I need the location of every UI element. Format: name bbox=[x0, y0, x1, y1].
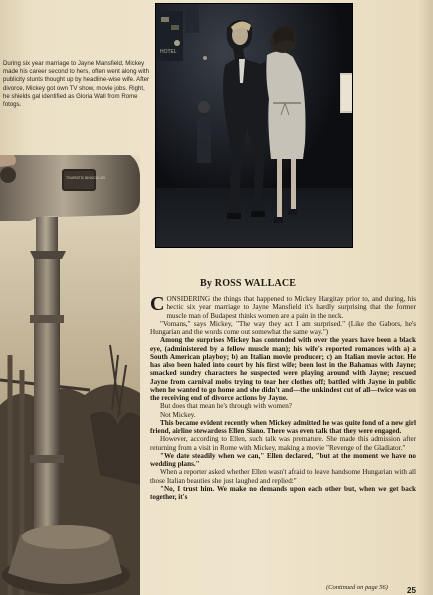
photo-couple-illustration bbox=[155, 3, 353, 248]
article-body bbox=[150, 295, 416, 501]
paragraph-1: CONSIDERING the things that happened to Mickey Hargitay prior to, and during, his hectic six year marriage to Jayne Mansfield it's hardly surprising that the former muscle man of Budapest thinks women are a pain in the neck. bbox=[150, 293, 416, 320]
paragraph-4: But does that mean he's through with women? bbox=[160, 402, 292, 411]
binocular-plate-text: TOURISTIC BINOCULAR bbox=[66, 176, 105, 180]
page-edge-shadow bbox=[418, 0, 433, 595]
page-number: 25 bbox=[407, 586, 416, 595]
paragraph-10: "No, I trust him. We make no demands upon each other but, when we get back together, it's bbox=[150, 484, 416, 501]
paragraph-9: When a reporter asked whether Ellen wasn't afraid to leave handsome Hungarian with all those Italian beauties she just laughed and replied:" bbox=[150, 468, 416, 485]
photo-couple-night bbox=[155, 3, 353, 248]
photo-binocular bbox=[0, 155, 140, 595]
paragraph-6: This became evident recently when Mickey admitted he was quite fond of a new girl friend, airline stewardess Ellen Siano. There was even talk that they were engaged. bbox=[150, 418, 416, 435]
paragraph-2: "Vomans," says Mickey, "The way they act I am surprised." (Like the Gabors, he's Hungarian and the words come out somewhat the same way.") bbox=[150, 319, 416, 336]
hotel-sign-text: HOTEL bbox=[160, 49, 177, 55]
paragraph-3: Among the surprises Mickey has contended with over the years have been a black eye, (administered by a fellow muscle man); his wife's reported romances with a) a South American playboy; b) an Italian movie producer; c) an Italian movie actor. He has also been haled into court by his first wife; been lost in the Bahamas with Jayne; smacked sundry characters he suspected were playing around with Jayne; rescued Jayne from carnival mobs trying to tear her clothes off; battled with Jayne in public when he wanted to go home and she didn't and—the unkindest cut of all—twice was on the receiving end of divorce actions by Jayne. bbox=[150, 336, 416, 402]
paragraph-7: However, according to Ellen, such talk was premature. She made this admission after returning from a visit in Rome with Mickey, making a movie "Revenge of the Gladiator." bbox=[150, 435, 416, 452]
binocular-illustration bbox=[0, 155, 140, 595]
photo-caption: During six year marriage to Jayne Mansfield, Mickey made his career second to hers, often went along with publicity stunts thought up by headline-wise wife. After divorce, Mickey got own TV show, movie jobs. Right, he shields gal identified as Gloria Wall from Rome fotogs. bbox=[3, 60, 149, 109]
continued-note: (Continued on page 56) bbox=[326, 584, 388, 591]
drop-cap: C bbox=[150, 293, 165, 315]
article-byline: By ROSS WALLACE bbox=[200, 278, 297, 289]
paragraph-5: Not Mickey. bbox=[160, 410, 196, 419]
paragraph-8: "We date steadily when we can," Ellen declared, "but at the moment we have no wedding plans." bbox=[150, 451, 416, 468]
